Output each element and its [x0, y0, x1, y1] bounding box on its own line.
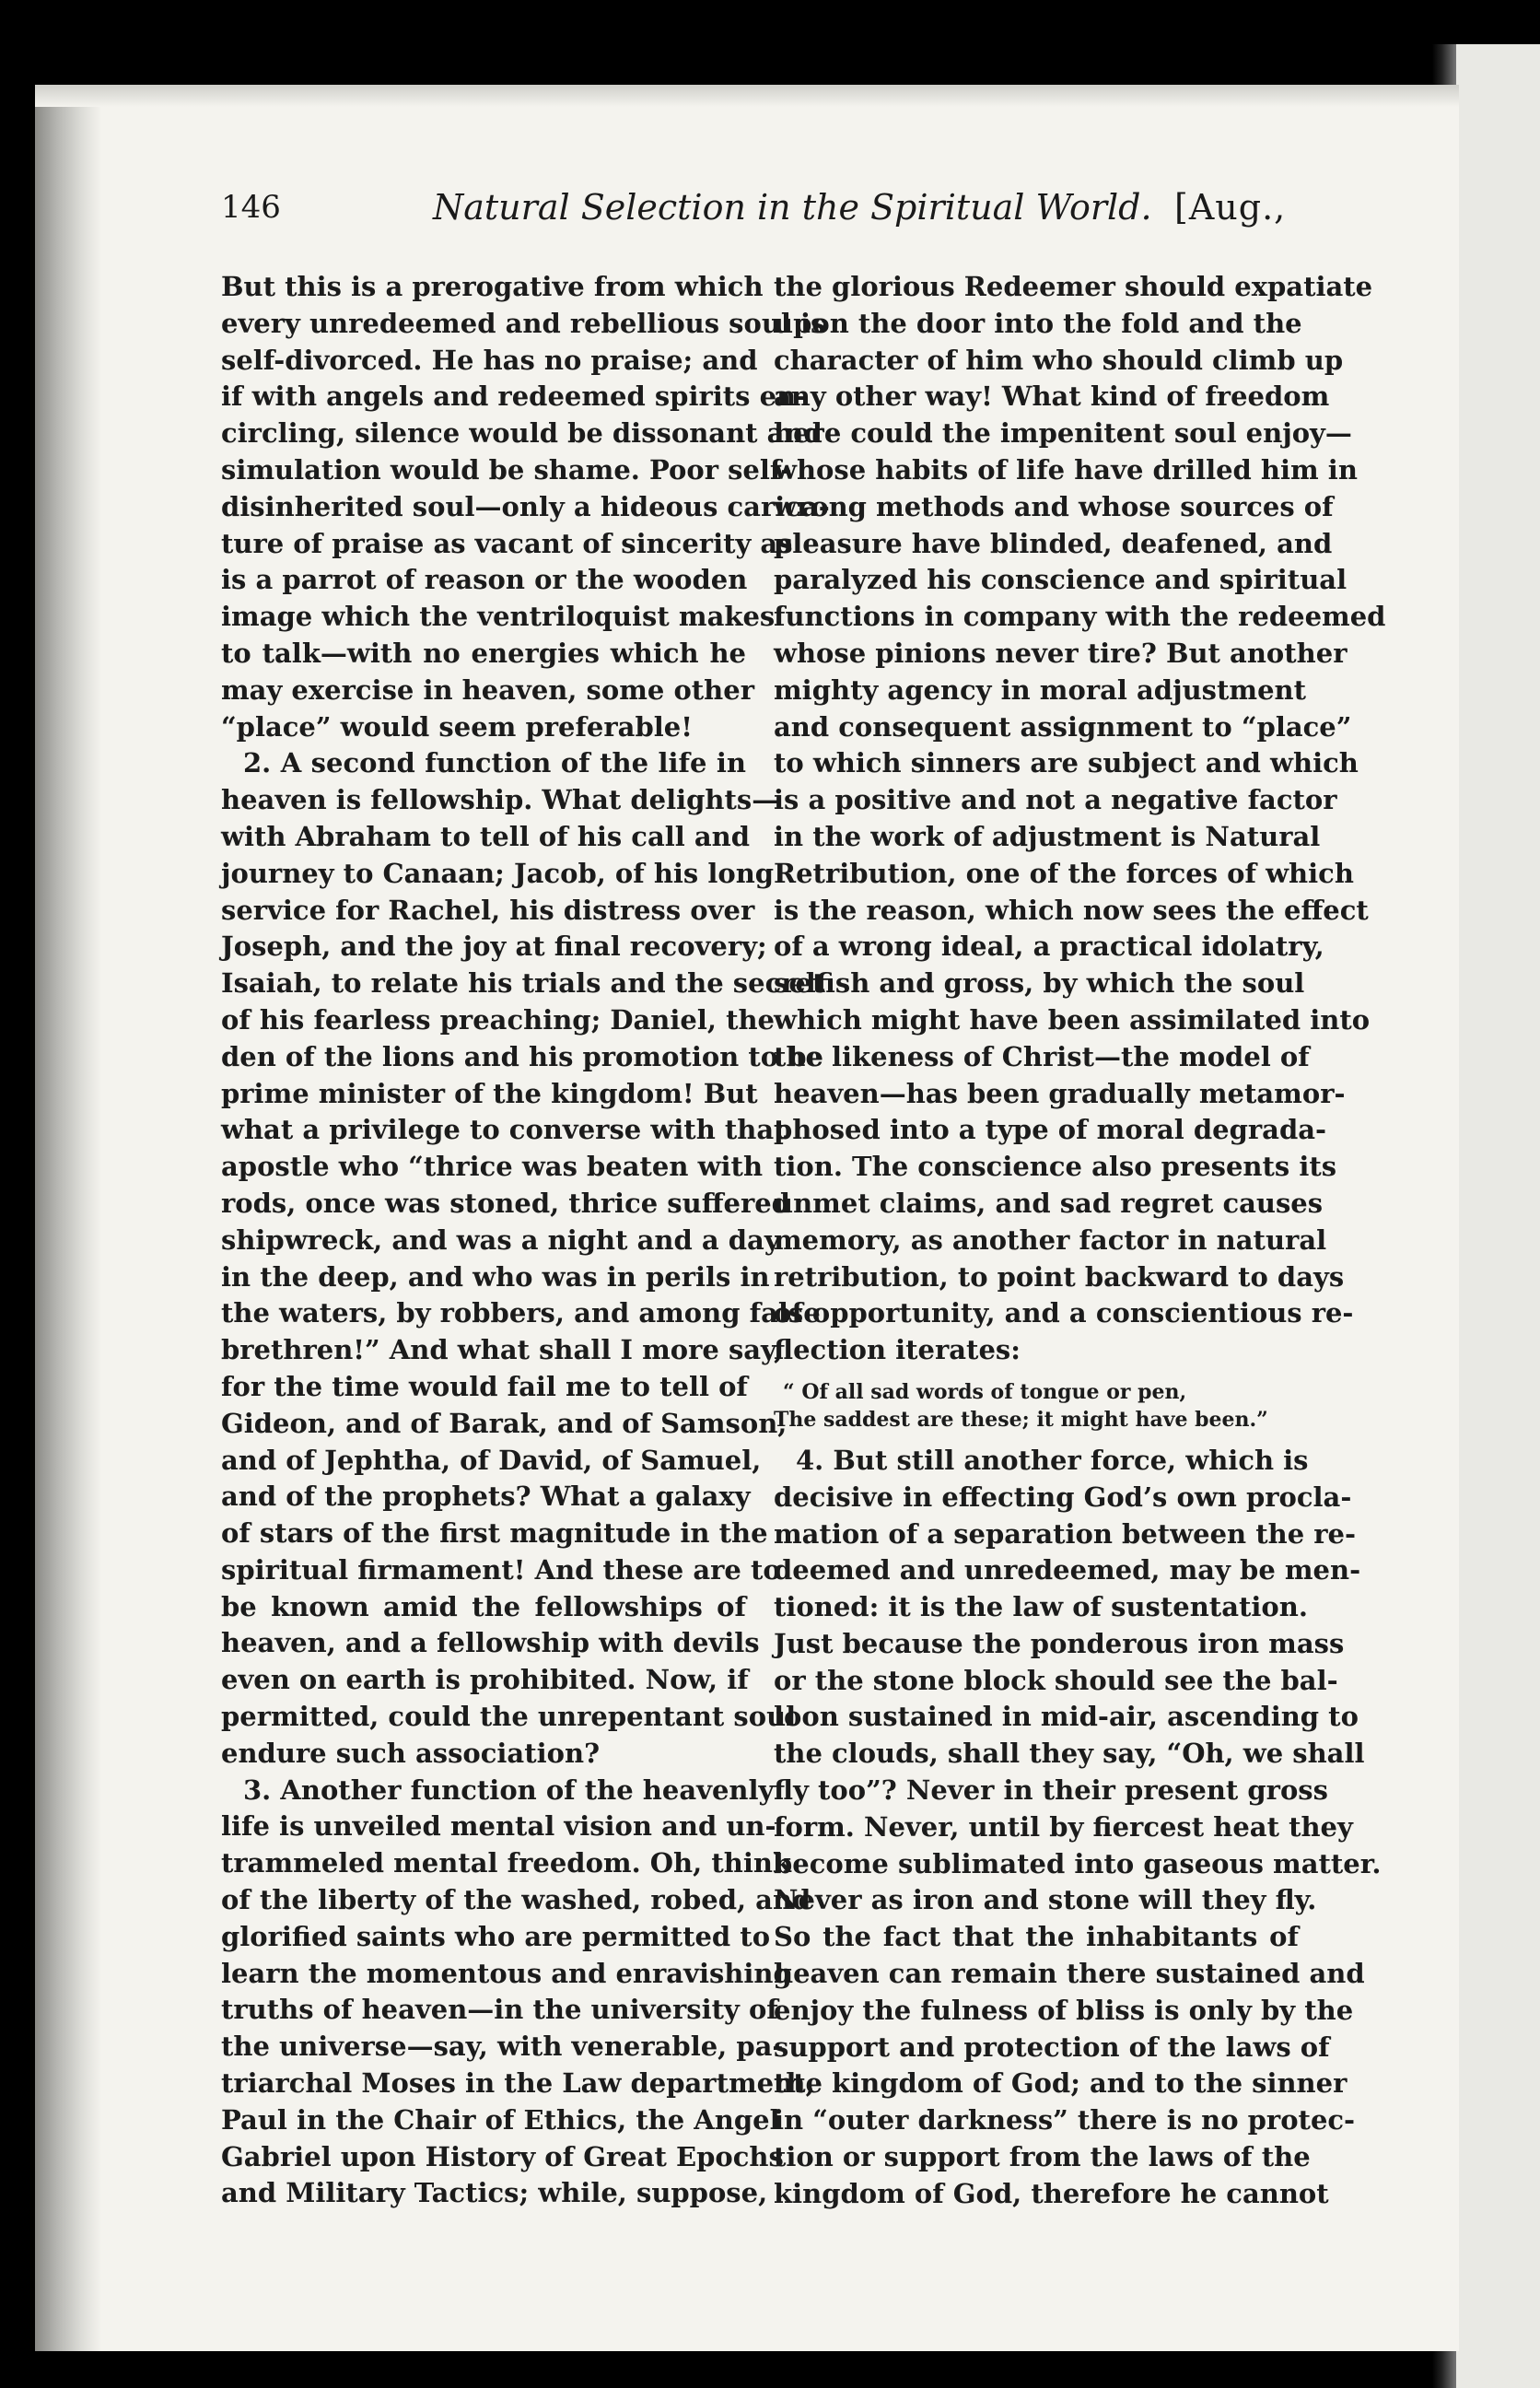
text-line: of the liberty of the washed, robed, and	[221, 1884, 811, 1916]
text-line: triarchal Moses in the Law department,	[221, 2067, 815, 2100]
right-column	[774, 269, 1386, 2213]
text-line: whose habits of life have drilled him in	[774, 453, 1358, 486]
text-line: memory, as another factor in natural	[774, 1223, 1327, 1256]
text-line: Just because the ponderous iron mass	[774, 1627, 1345, 1659]
running-date: [Aug.,	[1174, 187, 1287, 228]
text-line: of a wrong ideal, a practical idolatry,	[774, 931, 1324, 963]
text-line: endure such association?	[221, 1737, 601, 1769]
text-line: every unredeemed and rebellious soul is	[221, 307, 826, 339]
text-line: heaven can remain there sustained and	[774, 1958, 1365, 1990]
text-line: journey to Canaan; Jacob, of his long	[221, 857, 775, 889]
text-line: of his fearless preaching; Daniel, the	[221, 1003, 775, 1036]
text-line: in the work of adjustment is Natural	[774, 820, 1321, 852]
text-line: Joseph, and the joy at final recovery;	[221, 931, 767, 963]
text-line: support and protection of the laws of	[774, 2031, 1330, 2063]
page-top-shadow	[35, 85, 1459, 107]
text-line: paralyzed his conscience and spiritual	[774, 564, 1348, 596]
text-line: Gabriel upon History of Great Epochs	[221, 2140, 784, 2172]
text-line: apostle who “thrice was beaten with	[221, 1151, 764, 1183]
text-line: heaven—has been gradually metamor-	[774, 1077, 1346, 1109]
quote-line: The saddest are these; it might have been.”	[774, 1407, 1268, 1432]
text-line: what a privilege to converse with that	[221, 1114, 787, 1146]
text-line: mighty agency in moral adjustment	[774, 673, 1307, 706]
text-line: service for Rachel, his distress over	[221, 894, 755, 926]
text-line: shipwreck, and was a night and a day	[221, 1223, 780, 1256]
text-line: wrong methods and whose sources of	[774, 490, 1334, 522]
text-line: tion or support from the laws of the	[774, 2141, 1311, 2173]
quote-line: “ Of all sad words of tongue or pen,	[783, 1379, 1187, 1404]
text-line: spiritual firmament! And these are to	[221, 1553, 781, 1586]
quote-spacer	[774, 1369, 1299, 1378]
left-column	[221, 269, 830, 2212]
text-line: upon the door into the fold and the	[774, 307, 1302, 339]
text-line: 2. A second function of the life in	[243, 747, 746, 779]
text-line: unmet claims, and sad regret causes	[774, 1187, 1324, 1219]
text-line: selfish and gross, by which the soul	[774, 967, 1305, 1000]
text-line: and of Jephtha, of David, of Samuel,	[221, 1444, 762, 1476]
text-line: in the deep, and who was in perils in	[221, 1260, 770, 1293]
text-line: heaven is fellowship. What delights—	[221, 784, 779, 816]
text-line: tioned: it is the law of sustentation.	[774, 1591, 1308, 1623]
text-line: whose pinions never tire? But another	[774, 637, 1348, 669]
text-line: fly too”? Never in their present gross	[774, 1774, 1328, 1807]
text-line: even on earth is prohibited. Now, if	[221, 1664, 749, 1696]
text-line: simulation would be shame. Poor self-	[221, 453, 792, 486]
text-line: to which sinners are subject and which	[774, 747, 1359, 779]
text-line: functions in company with the redeemed	[774, 601, 1386, 633]
text-line: disinherited soul—only a hideous carica-	[221, 490, 830, 522]
text-line: learn the momentous and enravishing	[221, 1957, 792, 1989]
text-line: here could the impenitent soul enjoy—	[774, 417, 1352, 450]
text-line: loon sustained in mid-air, ascending to	[774, 1701, 1359, 1733]
text-line: form. Never, until by fiercest heat they	[774, 1810, 1353, 1843]
page-binding-shadow	[35, 85, 101, 2351]
text-line: is the reason, which now sees the effect	[774, 894, 1369, 926]
quote-spacer	[774, 1434, 1299, 1443]
text-line: of stars of the first magnitude in the	[221, 1517, 768, 1550]
text-line: Retribution, one of the forces of which	[774, 857, 1354, 889]
text-line: the universe—say, with venerable, pa-	[221, 2031, 784, 2063]
text-line: trammeled mental freedom. Oh, think	[221, 1847, 792, 1879]
text-line: glorified saints who are permitted to	[221, 1920, 771, 1952]
text-line: with Abraham to tell of his call and	[221, 820, 751, 852]
text-line: the kingdom of God; and to the sinner	[774, 2067, 1348, 2100]
text-line: deemed and unredeemed, may be men-	[774, 1554, 1361, 1586]
text-line: 4. But still another force, which is	[796, 1444, 1309, 1476]
text-line: to talk—with no energies which he	[221, 637, 746, 669]
text-line: in “outer darkness” there is no protec-	[774, 2104, 1356, 2136]
page-number: 146	[221, 189, 281, 226]
text-line: permitted, could the unrepentant soul	[221, 1701, 797, 1733]
text-line: phosed into a type of moral degrada-	[774, 1114, 1327, 1146]
text-line: heaven, and a fellowship with devils	[221, 1627, 760, 1659]
text-line: the glorious Redeemer should expatiate	[774, 271, 1373, 302]
text-line: is a positive and not a negative factor	[774, 784, 1337, 816]
text-line: Paul in the Chair of Ethics, the Angel	[221, 2103, 780, 2136]
text-line: be known amid the fellowships of	[221, 1590, 746, 1622]
text-line: is a parrot of reason or the wooden	[221, 564, 748, 596]
text-line: and of the prophets? What a galaxy	[221, 1481, 751, 1513]
text-line: tion. The conscience also presents its	[774, 1151, 1337, 1183]
text-line: if with angels and redeemed spirits en-	[221, 380, 808, 413]
text-line: or the stone block should see the bal-	[774, 1664, 1338, 1696]
text-line: den of the lions and his promotion to be	[221, 1040, 823, 1072]
text-line: But this is a prerogative from which	[221, 271, 764, 302]
text-line: and consequent assignment to “place”	[774, 710, 1352, 743]
text-line: become sublimated into gaseous matter.	[774, 1847, 1382, 1879]
text-line: the clouds, shall they say, “Oh, we shall	[774, 1738, 1365, 1770]
text-line: flection iterates:	[774, 1334, 1021, 1366]
text-line: character of him who should climb up	[774, 344, 1344, 376]
text-line: the waters, by robbers, and among false	[221, 1297, 821, 1329]
text-line: mation of a separation between the re-	[774, 1517, 1357, 1550]
text-line: “place” would seem preferable!	[221, 710, 693, 743]
text-line: which might have been assimilated into	[774, 1003, 1371, 1036]
text-line: rods, once was stoned, thrice suffered	[221, 1187, 790, 1219]
text-line: So the fact that the inhabitants of	[774, 1921, 1299, 1953]
text-line: life is unveiled mental vision and un-	[221, 1810, 776, 1843]
text-line: Isaiah, to relate his trials and the secret	[221, 967, 825, 1000]
text-line: self-divorced. He has no praise; and	[221, 344, 758, 376]
text-line: kingdom of God, therefore he cannot	[774, 2177, 1329, 2209]
text-line: 3. Another function of the heavenly	[243, 1773, 775, 1806]
text-line: Never as iron and stone will they fly.	[774, 1884, 1317, 1916]
text-line: ture of praise as vacant of sincerity as	[221, 527, 793, 559]
text-line: circling, silence would be dissonant and	[221, 417, 822, 450]
text-line: prime minister of the kingdom! But	[221, 1077, 758, 1109]
text-line: of opportunity, and a conscientious re-	[774, 1297, 1354, 1329]
text-line: retribution, to point backward to days	[774, 1260, 1345, 1293]
running-title: Natural Selection in the Spiritual World.	[433, 187, 1152, 228]
text-line: image which the ventriloquist makes	[221, 601, 776, 633]
text-line: truths of heaven—in the university of	[221, 1994, 778, 2026]
text-line: and Military Tactics; while, suppose,	[221, 2177, 768, 2209]
text-line: pleasure have blinded, deafened, and	[774, 527, 1333, 559]
text-line: any other way! What kind of freedom	[774, 380, 1330, 413]
text-line: may exercise in heaven, some other	[221, 673, 754, 706]
text-line: brethren!” And what shall I more say,	[221, 1334, 784, 1366]
text-line: decisive in effecting God’s own procla-	[774, 1481, 1352, 1513]
text-line: enjoy the fulness of bliss is only by the	[774, 1994, 1354, 2026]
text-line: Gideon, and of Barak, and of Samson,	[221, 1407, 788, 1439]
text-line: the likeness of Christ—the model of	[774, 1040, 1310, 1072]
text-line: for the time would fail me to tell of	[221, 1370, 748, 1402]
